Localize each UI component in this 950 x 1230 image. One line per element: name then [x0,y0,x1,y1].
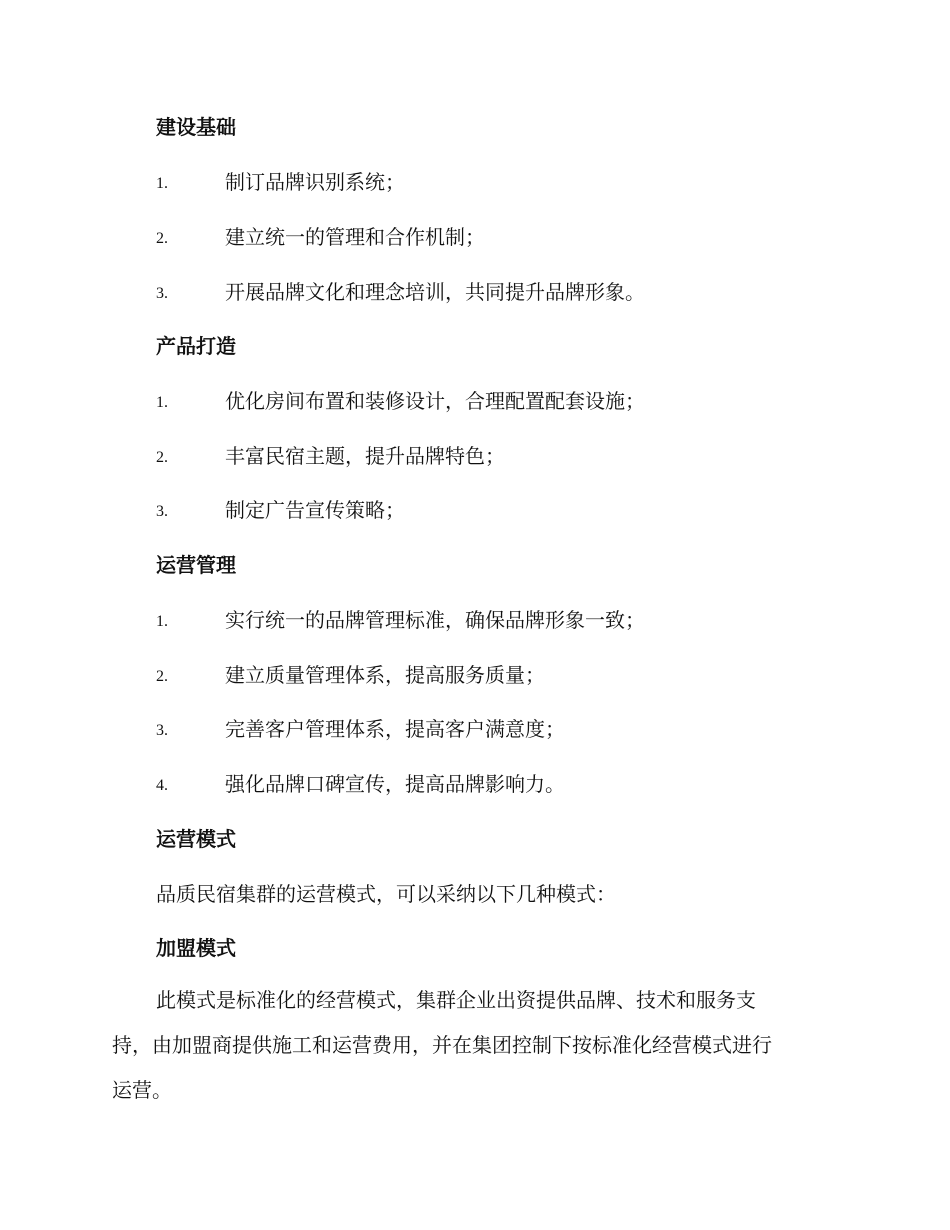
operation-mode-intro: 品质民宿集群的运营模式，可以采纳以下几种模式： [156,882,616,906]
list-number: 2. [156,230,168,247]
section-heading-operations: 运营管理 [156,553,236,577]
list-number: 1. [156,394,168,411]
section-heading-product: 产品打造 [156,334,236,358]
list-text: 建立质量管理体系，提高服务质量； [225,663,545,687]
section-heading-franchise: 加盟模式 [156,936,236,960]
list-number: 3. [156,285,168,302]
list-text: 制定广告宣传策略； [225,498,405,522]
list-text: 实行统一的品牌管理标准，确保品牌形象一致； [225,608,645,632]
list-text: 优化房间布置和装修设计，合理配置配套设施； [225,389,645,413]
paragraph-line: 持，由加盟商提供施工和运营费用，并在集团控制下按标准化经营模式进行 [112,1033,772,1057]
list-number: 2. [156,668,168,685]
list-number: 4. [156,777,168,794]
list-number: 3. [156,722,168,739]
list-number: 3. [156,503,168,520]
list-text: 强化品牌口碑宣传，提高品牌影响力。 [225,772,565,796]
list-number: 1. [156,175,168,192]
paragraph-line: 运营。 [112,1078,172,1102]
list-text: 丰富民宿主题，提升品牌特色； [225,444,505,468]
section-heading-construction: 建设基础 [156,115,236,139]
list-text: 开展品牌文化和理念培训，共同提升品牌形象。 [225,280,645,304]
list-text: 制订品牌识别系统； [225,170,405,194]
section-heading-operation-mode: 运营模式 [156,827,236,851]
list-text: 建立统一的管理和合作机制； [225,225,485,249]
franchise-paragraph [112,978,852,1113]
list-number: 2. [156,449,168,466]
list-number: 1. [156,613,168,630]
list-text: 完善客户管理体系，提高客户满意度； [225,717,565,741]
paragraph-line: 此模式是标准化的经营模式，集群企业出资提供品牌、技术和服务支 [156,988,756,1012]
